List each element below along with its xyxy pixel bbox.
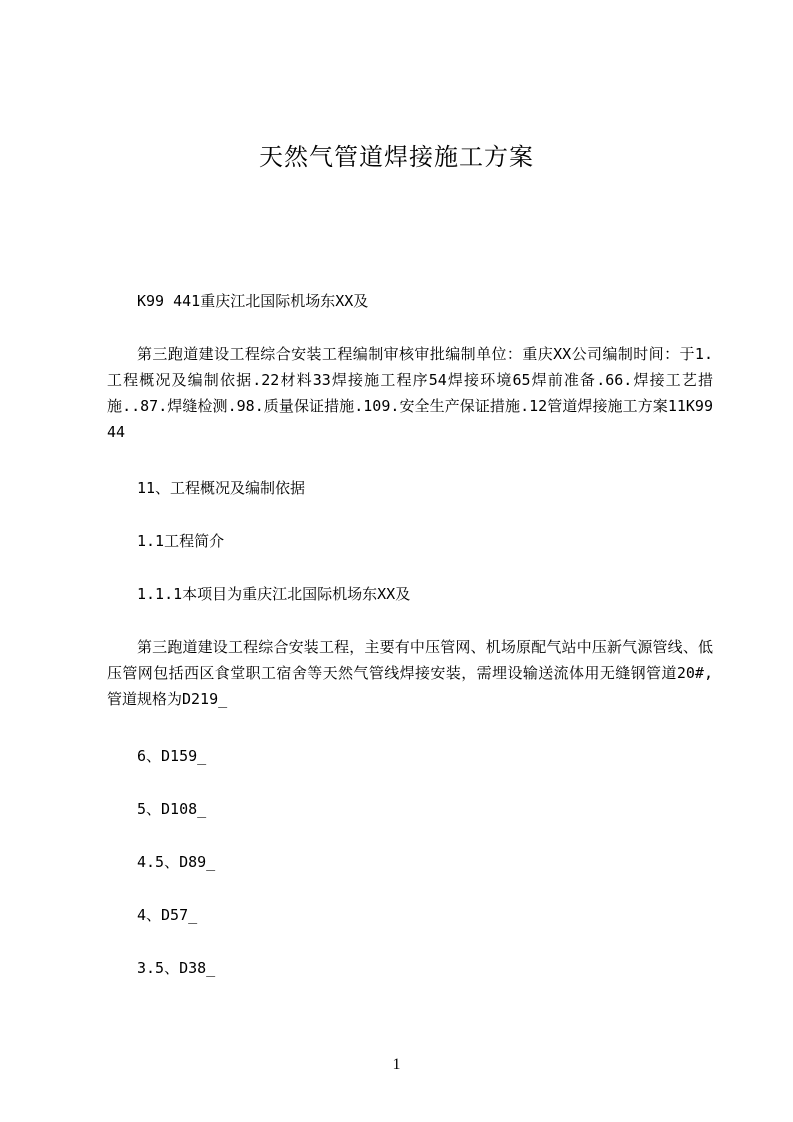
page-number: 1	[392, 1056, 401, 1073]
heading-project-intro: 1.1工程简介	[137, 532, 225, 550]
paragraph-table-of-contents: 第三跑道建设工程综合安装工程编制审核审批编制单位：重庆XX公司编制时间：于1.工程概况及编制依据.22材料33焊接施工程序54焊接环境65焊前准备.66.焊接工艺措施..87.焊缝检测.98.质量保证措施.109.安全生产保证措施.12管道焊接施工方案11K99 44	[107, 345, 713, 441]
document-title: 天然气管道焊接施工方案	[259, 143, 534, 171]
spec-line-d159: 6、D159_	[137, 747, 207, 765]
heading-overview: 11、工程概况及编制依据	[137, 479, 306, 497]
paragraph-project-name: K99 441重庆江北国际机场东XX及	[137, 292, 369, 310]
spec-line-d89: 4.5、D89_	[137, 853, 216, 871]
spec-line-d57: 4、D57_	[137, 906, 198, 924]
spec-line-d38: 3.5、D38_	[137, 959, 216, 977]
paragraph-project-scope-start: 1.1.1本项目为重庆江北国际机场东XX及	[137, 585, 411, 603]
spec-line-d108: 5、D108_	[137, 800, 207, 818]
paragraph-project-scope: 第三跑道建设工程综合安装工程，主要有中压管网、机场原配气站中压新气源管线、低压管网包括西区食堂职工宿舍等天然气管线焊接安装，需埋设输送流体用无缝钢管道20#,管道规格为D219_	[107, 638, 713, 708]
